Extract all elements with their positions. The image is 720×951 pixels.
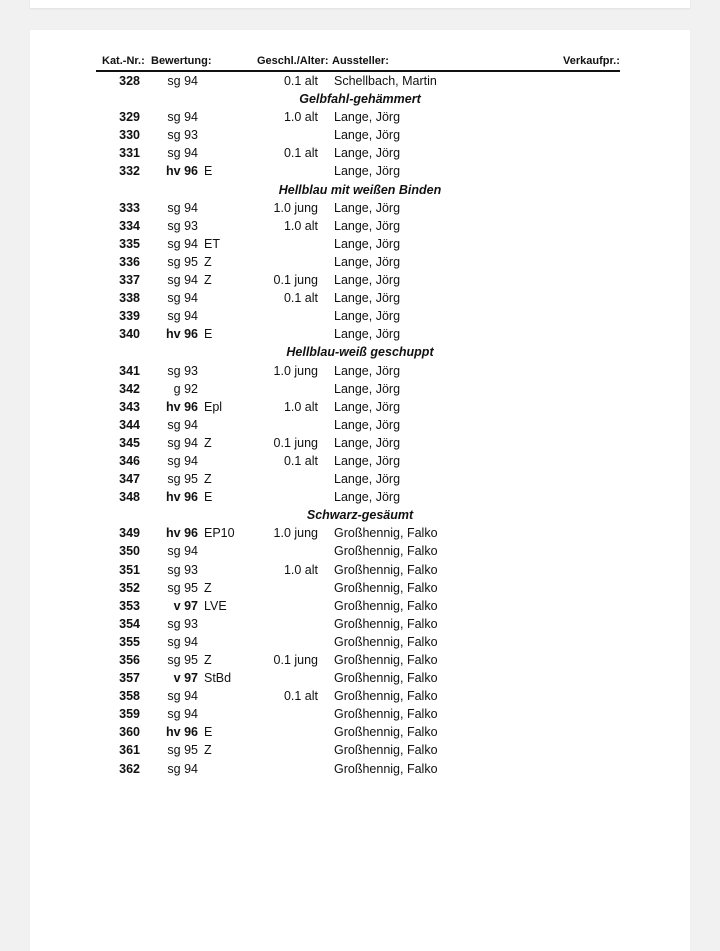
sex-age: 0.1 jung [273, 435, 318, 450]
award-code: E [204, 725, 213, 740]
sex-age: 1.0 alt [283, 399, 318, 414]
section-heading [30, 181, 690, 199]
table-row [30, 144, 690, 162]
rating-grade: sg 94 [167, 74, 198, 88]
exhibitor: Lange, Jörg [334, 399, 401, 414]
rating-grade: sg 93 [167, 616, 198, 631]
exhibitor: Lange, Jörg [334, 218, 401, 233]
rating-grade: sg 94 [167, 634, 198, 649]
rating-grade: sg 94 [167, 435, 198, 450]
table-header [30, 55, 690, 69]
rating-grade: sg 93 [167, 363, 198, 378]
rating-grade: sg 94 [167, 309, 198, 324]
catalog-number: 331 [119, 146, 140, 161]
table-row [30, 687, 690, 705]
award-code: ET [204, 236, 220, 251]
catalog-number: 335 [119, 236, 140, 251]
rating-grade: sg 94 [167, 273, 198, 288]
catalog-number: 362 [119, 761, 140, 776]
exhibitor: Großhennig, Falko [334, 634, 438, 649]
exhibitor: Lange, Jörg [334, 435, 401, 450]
catalog-number: 354 [119, 616, 140, 631]
header-bewertung: Bewertung: [151, 55, 212, 67]
rating-grade: sg 94 [167, 110, 198, 125]
header-verkaufpr: Verkaufpr.: [563, 55, 620, 67]
sex-age: 1.0 jung [273, 363, 318, 378]
rating-grade: sg 94 [167, 761, 198, 776]
catalog-number: 347 [119, 472, 140, 487]
table-row [30, 760, 690, 778]
section-heading [30, 343, 690, 361]
catalog-number: 357 [119, 671, 140, 686]
table-row [30, 398, 690, 416]
catalog-number: 355 [119, 634, 140, 649]
award-code: StBd [204, 671, 232, 686]
sex-age: 0.1 alt [283, 453, 318, 468]
table-row [30, 108, 690, 126]
table-row [30, 253, 690, 271]
rating-grade: sg 93 [167, 128, 198, 143]
catalog-number: 360 [119, 725, 140, 740]
catalog-number: 334 [119, 218, 140, 233]
catalog-number: 345 [119, 435, 140, 450]
exhibitor: Großhennig, Falko [334, 544, 438, 559]
exhibitor: Schellbach, Martin [334, 74, 437, 88]
catalog-table [30, 72, 690, 778]
section-title: Schwarz-gesäumt [306, 508, 414, 523]
rating-grade: sg 94 [167, 236, 198, 251]
exhibitor: Lange, Jörg [334, 417, 401, 432]
award-code: Z [204, 435, 212, 450]
catalog-number: 330 [119, 128, 140, 143]
table-row [30, 362, 690, 380]
exhibitor: Lange, Jörg [334, 164, 401, 179]
sex-age: 0.1 alt [283, 146, 318, 161]
sex-age: 0.1 alt [283, 74, 318, 88]
rating-grade: sg 94 [167, 200, 198, 215]
sex-age: 0.1 jung [273, 653, 318, 667]
previous-page-edge [30, 0, 690, 8]
catalog-number: 333 [119, 200, 140, 215]
table-row [30, 633, 690, 651]
rating-grade: sg 94 [167, 453, 198, 468]
exhibitor: Großhennig, Falko [334, 725, 438, 740]
catalog-number: 336 [119, 254, 140, 269]
rating-grade: hv 96 [166, 725, 198, 740]
catalog-number: 337 [119, 273, 140, 288]
table-row [30, 542, 690, 560]
table-row [30, 615, 690, 633]
section-title: Hellblau-weiß geschuppt [286, 345, 434, 360]
header-geschl-alter: Geschl./Alter: [257, 55, 329, 67]
table-row [30, 325, 690, 343]
table-row [30, 416, 690, 434]
table-row [30, 199, 690, 217]
exhibitor: Großhennig, Falko [334, 616, 438, 631]
award-code: E [204, 327, 213, 342]
exhibitor: Großhennig, Falko [334, 580, 438, 595]
catalog-number: 344 [119, 417, 140, 432]
table-row [30, 72, 690, 90]
exhibitor: Großhennig, Falko [334, 598, 438, 613]
exhibitor: Lange, Jörg [334, 490, 401, 505]
section-heading [30, 90, 690, 108]
rating-grade: sg 93 [167, 562, 198, 577]
table-row [30, 271, 690, 289]
rating-grade: v 97 [173, 598, 198, 613]
catalog-number: 329 [119, 110, 140, 125]
sex-age: 1.0 alt [283, 110, 318, 125]
exhibitor: Großhennig, Falko [334, 689, 438, 704]
catalog-number: 349 [119, 526, 140, 541]
rating-grade: hv 96 [166, 490, 198, 505]
table-row [30, 217, 690, 235]
exhibitor: Großhennig, Falko [334, 653, 438, 667]
table-row [30, 488, 690, 506]
table-row [30, 307, 690, 325]
catalog-number: 356 [119, 653, 140, 667]
rating-grade: sg 94 [167, 146, 198, 161]
exhibitor: Großhennig, Falko [334, 761, 438, 776]
award-code: Z [204, 472, 212, 487]
award-code: Z [204, 743, 212, 758]
table-row [30, 235, 690, 253]
exhibitor: Lange, Jörg [334, 254, 401, 269]
exhibitor: Lange, Jörg [334, 273, 401, 288]
exhibitor: Lange, Jörg [334, 291, 401, 306]
table-row [30, 126, 690, 144]
table-row [30, 162, 690, 180]
exhibitor: Lange, Jörg [334, 309, 401, 324]
section-heading [30, 506, 690, 524]
exhibitor: Großhennig, Falko [334, 671, 438, 686]
header-kat-nr: Kat.-Nr.: [102, 55, 145, 67]
sex-age: 1.0 alt [283, 218, 318, 233]
rating-grade: sg 95 [167, 653, 198, 667]
sex-age: 1.0 jung [273, 526, 318, 541]
catalog-number: 342 [119, 381, 140, 396]
rating-grade: sg 95 [167, 580, 198, 595]
catalog-number: 340 [119, 327, 140, 342]
table-row [30, 705, 690, 723]
exhibitor: Lange, Jörg [334, 327, 401, 342]
catalog-number: 348 [119, 490, 140, 505]
award-code: EP10 [204, 526, 235, 541]
exhibitor: Lange, Jörg [334, 381, 401, 396]
table-row [30, 651, 690, 669]
exhibitor: Lange, Jörg [334, 146, 401, 161]
rating-grade: hv 96 [166, 327, 198, 342]
catalog-number: 352 [119, 580, 140, 595]
rating-grade: sg 95 [167, 743, 198, 758]
catalog-number: 328 [119, 74, 140, 88]
rating-grade: v 97 [173, 671, 198, 686]
exhibitor: Großhennig, Falko [334, 562, 438, 577]
sex-age: 0.1 alt [283, 689, 318, 704]
catalog-number: 353 [119, 598, 140, 613]
exhibitor: Lange, Jörg [334, 128, 401, 143]
table-row [30, 597, 690, 615]
section-title: Hellblau mit weißen Binden [278, 182, 442, 197]
table-row [30, 669, 690, 687]
exhibitor: Großhennig, Falko [334, 526, 438, 541]
table-row [30, 452, 690, 470]
catalog-number: 359 [119, 707, 140, 722]
table-row [30, 723, 690, 741]
exhibitor: Großhennig, Falko [334, 743, 438, 758]
rating-grade: sg 95 [167, 254, 198, 269]
document-page [30, 30, 690, 951]
sex-age: 1.0 jung [273, 200, 318, 215]
table-row [30, 561, 690, 579]
exhibitor: Lange, Jörg [334, 110, 401, 125]
catalog-number: 332 [119, 164, 140, 179]
catalog-number: 361 [119, 743, 140, 758]
rating-grade: hv 96 [166, 399, 198, 414]
table-row [30, 289, 690, 307]
award-code: Z [204, 580, 212, 595]
award-code: LVE [204, 598, 227, 613]
table-row [30, 579, 690, 597]
sex-age: 0.1 jung [273, 273, 318, 288]
catalog-number: 358 [119, 689, 140, 704]
rating-grade: sg 94 [167, 689, 198, 704]
rating-grade: hv 96 [166, 526, 198, 541]
rating-grade: g 92 [173, 381, 198, 396]
catalog-number: 339 [119, 309, 140, 324]
catalog-number: 341 [119, 363, 140, 378]
rating-grade: sg 94 [167, 291, 198, 306]
rating-grade: sg 94 [167, 417, 198, 432]
catalog-number: 350 [119, 544, 140, 559]
table-row [30, 470, 690, 488]
award-code: E [204, 164, 213, 179]
award-code: Z [204, 273, 212, 288]
catalog-number: 346 [119, 453, 140, 468]
header-aussteller: Aussteller: [332, 55, 389, 67]
exhibitor: Lange, Jörg [334, 236, 401, 251]
table-row [30, 380, 690, 398]
award-code: E [204, 490, 213, 505]
catalog-number: 343 [119, 399, 140, 414]
exhibitor: Lange, Jörg [334, 453, 401, 468]
rating-grade: sg 93 [167, 218, 198, 233]
rating-grade: sg 94 [167, 544, 198, 559]
exhibitor: Lange, Jörg [334, 363, 401, 378]
award-code: Epl [204, 399, 223, 414]
award-code: Z [204, 254, 212, 269]
catalog-number: 351 [119, 562, 140, 577]
table-row [30, 434, 690, 452]
rating-grade: hv 96 [166, 164, 198, 179]
award-code: Z [204, 653, 212, 667]
rating-grade: sg 94 [167, 707, 198, 722]
exhibitor: Lange, Jörg [334, 200, 401, 215]
exhibitor: Großhennig, Falko [334, 707, 438, 722]
rating-grade: sg 95 [167, 472, 198, 487]
sex-age: 1.0 alt [283, 562, 318, 577]
sex-age: 0.1 alt [283, 291, 318, 306]
exhibitor: Lange, Jörg [334, 472, 401, 487]
table-row [30, 741, 690, 759]
section-title: Gelbfahl-gehämmert [299, 92, 421, 107]
catalog-number: 338 [119, 291, 140, 306]
table-row [30, 524, 690, 542]
